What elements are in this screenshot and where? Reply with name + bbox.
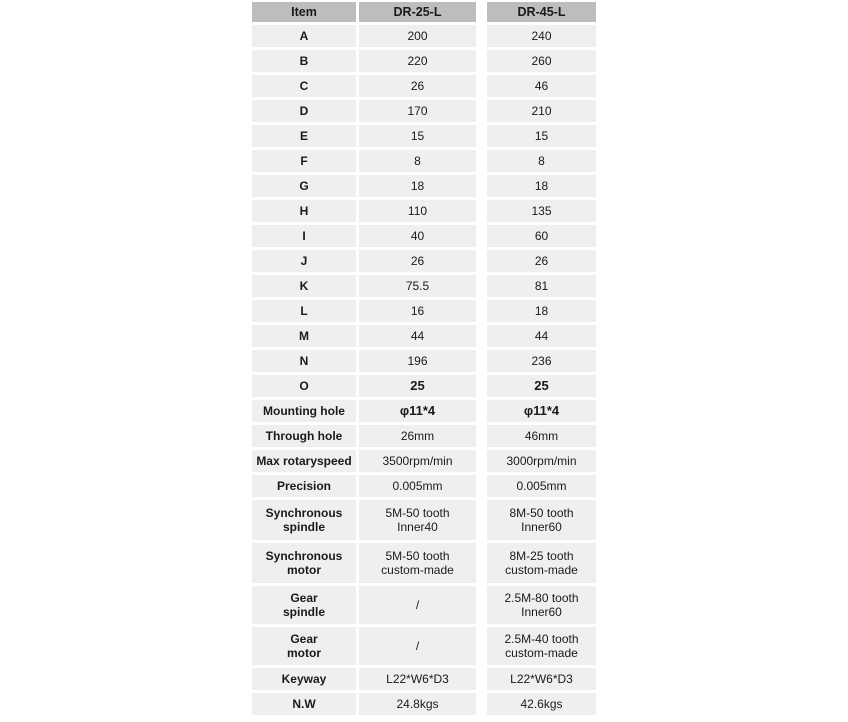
row-item-cell: D: [252, 100, 356, 122]
table-row: [252, 500, 596, 543]
row-dr25-cell: 25: [359, 375, 476, 397]
row-item-cell: O: [252, 375, 356, 397]
table-row: [252, 50, 596, 75]
row-dr25-cell: 26: [359, 75, 476, 97]
row-dr25-cell: L22*W6*D3: [359, 668, 476, 690]
row-dr45-cell: 81: [487, 275, 596, 297]
row-item-cell: Mounting hole: [252, 400, 356, 422]
table-row: [252, 75, 596, 100]
table-row: [252, 325, 596, 350]
row-item-cell: Precision: [252, 475, 356, 497]
row-item-cell: N.W: [252, 693, 356, 715]
table-row: [252, 375, 596, 400]
row-dr25-cell: 220: [359, 50, 476, 72]
table-row: [252, 25, 596, 50]
row-dr25-cell: 3500rpm/min: [359, 450, 476, 472]
row-dr25-cell: 8: [359, 150, 476, 172]
row-dr45-cell: 260: [487, 50, 596, 72]
row-dr25-cell: /: [359, 627, 476, 665]
table-header-row: [252, 2, 596, 25]
row-dr25-cell: 0.005mm: [359, 475, 476, 497]
header-dr-45-l: DR-45-L: [487, 2, 596, 22]
row-dr45-cell: 18: [487, 300, 596, 322]
row-dr45-cell: 240: [487, 25, 596, 47]
table-row: [252, 543, 596, 586]
row-item-cell: J: [252, 250, 356, 272]
row-dr25-cell: /: [359, 586, 476, 624]
row-item-cell: K: [252, 275, 356, 297]
row-item-cell: E: [252, 125, 356, 147]
row-dr25-cell: 200: [359, 25, 476, 47]
row-dr25-cell: φ11*4: [359, 400, 476, 422]
table-row: [252, 668, 596, 693]
table-row: [252, 225, 596, 250]
row-item-cell: A: [252, 25, 356, 47]
row-dr45-cell: 46mm: [487, 425, 596, 447]
table-row: [252, 275, 596, 300]
row-dr25-cell: 16: [359, 300, 476, 322]
row-item-cell: Gear motor: [252, 627, 356, 665]
row-item-cell: B: [252, 50, 356, 72]
table-body: [252, 25, 596, 718]
row-dr45-cell: 236: [487, 350, 596, 372]
row-dr45-cell: 46: [487, 75, 596, 97]
row-dr45-cell: 15: [487, 125, 596, 147]
row-dr45-cell: 2.5M-80 tooth Inner60: [487, 586, 596, 624]
row-dr45-cell: 60: [487, 225, 596, 247]
row-dr25-cell: 26mm: [359, 425, 476, 447]
row-dr45-cell: 44: [487, 325, 596, 347]
row-dr45-cell: 135: [487, 200, 596, 222]
row-item-cell: Synchronous motor: [252, 543, 356, 583]
row-dr45-cell: 2.5M-40 tooth custom-made: [487, 627, 596, 665]
row-item-cell: Synchronous spindle: [252, 500, 356, 540]
row-dr25-cell: 110: [359, 200, 476, 222]
row-item-cell: C: [252, 75, 356, 97]
row-item-cell: Keyway: [252, 668, 356, 690]
row-dr25-cell: 5M-50 tooth custom-made: [359, 543, 476, 583]
row-item-cell: G: [252, 175, 356, 197]
row-dr45-cell: 25: [487, 375, 596, 397]
table-row: [252, 300, 596, 325]
row-item-cell: N: [252, 350, 356, 372]
row-dr45-cell: 18: [487, 175, 596, 197]
row-dr45-cell: 0.005mm: [487, 475, 596, 497]
row-dr25-cell: 24.8kgs: [359, 693, 476, 715]
row-item-cell: F: [252, 150, 356, 172]
row-dr45-cell: 26: [487, 250, 596, 272]
table-row: [252, 150, 596, 175]
row-item-cell: L: [252, 300, 356, 322]
row-dr25-cell: 5M-50 tooth Inner40: [359, 500, 476, 540]
table-row: [252, 627, 596, 668]
row-dr45-cell: 3000rpm/min: [487, 450, 596, 472]
row-dr45-cell: 210: [487, 100, 596, 122]
table-row: [252, 200, 596, 225]
table-row: [252, 400, 596, 425]
row-dr25-cell: 44: [359, 325, 476, 347]
row-dr25-cell: 196: [359, 350, 476, 372]
row-item-cell: Through hole: [252, 425, 356, 447]
row-dr25-cell: 15: [359, 125, 476, 147]
header-dr-25-l: DR-25-L: [359, 2, 476, 22]
table-row: [252, 693, 596, 718]
table-row: [252, 425, 596, 450]
row-dr45-cell: 8M-50 tooth Inner60: [487, 500, 596, 540]
table-row: [252, 125, 596, 150]
row-dr25-cell: 75.5: [359, 275, 476, 297]
spec-table: [252, 2, 596, 718]
row-dr45-cell: 8: [487, 150, 596, 172]
header-item: Item: [252, 2, 356, 22]
row-dr45-cell: 42.6kgs: [487, 693, 596, 715]
table-row: [252, 250, 596, 275]
row-item-cell: H: [252, 200, 356, 222]
row-dr25-cell: 18: [359, 175, 476, 197]
row-dr45-cell: 8M-25 tooth custom-made: [487, 543, 596, 583]
table-row: [252, 475, 596, 500]
table-row: [252, 350, 596, 375]
row-dr45-cell: φ11*4: [487, 400, 596, 422]
table-row: [252, 450, 596, 475]
row-dr25-cell: 26: [359, 250, 476, 272]
row-dr25-cell: 40: [359, 225, 476, 247]
row-item-cell: Gear spindle: [252, 586, 356, 624]
row-item-cell: M: [252, 325, 356, 347]
row-item-cell: Max rotaryspeed: [252, 450, 356, 472]
table-row: [252, 100, 596, 125]
row-item-cell: I: [252, 225, 356, 247]
table-row: [252, 586, 596, 627]
row-dr25-cell: 170: [359, 100, 476, 122]
table-row: [252, 175, 596, 200]
row-dr45-cell: L22*W6*D3: [487, 668, 596, 690]
